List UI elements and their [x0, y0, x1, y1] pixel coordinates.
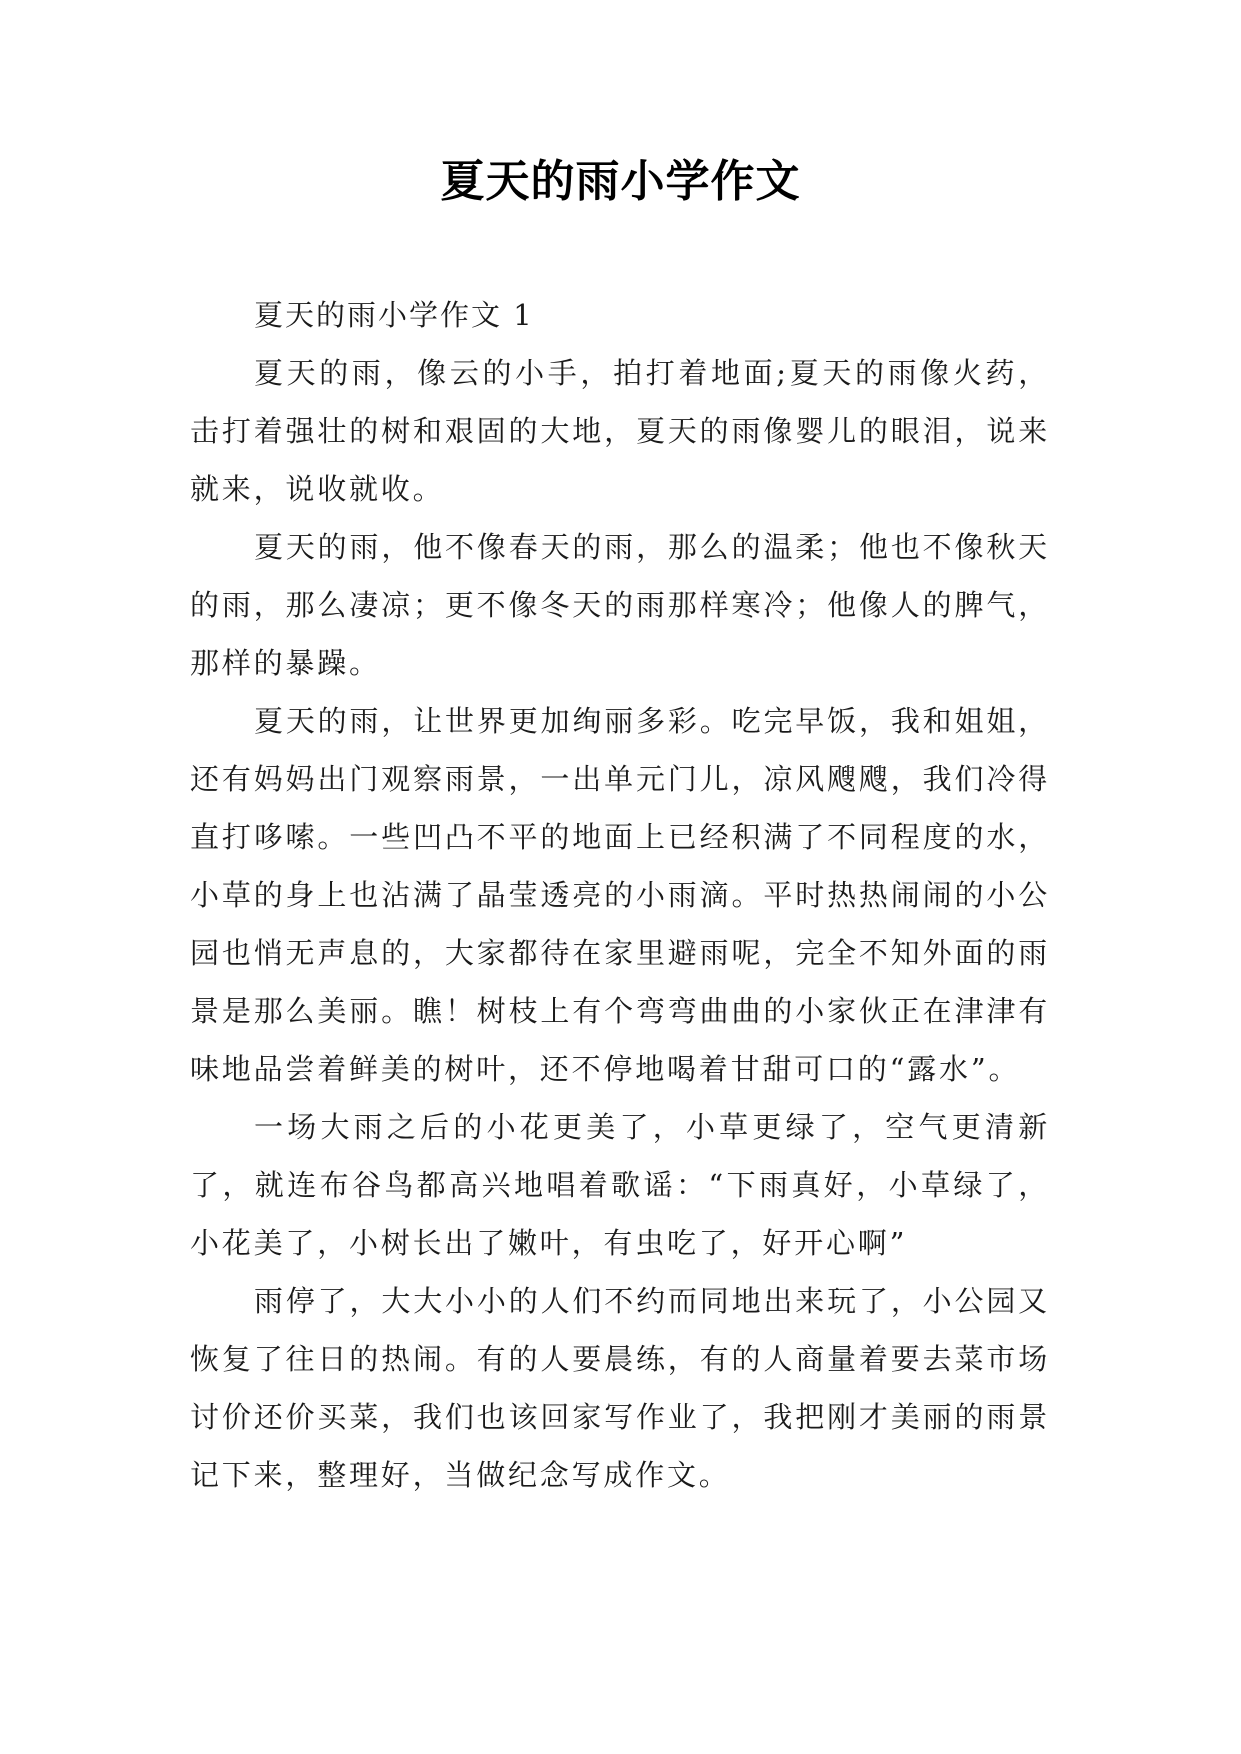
paragraph-3: 夏天的雨，让世界更加绚丽多彩。吃完早饭，我和姐姐，还有妈妈出门观察雨景，一出单元门儿，凉风飕飕，我们冷得直打哆嗦。一些凹凸不平的地面上已经积满了不同程度的水，小草的身上也沾满了晶莹透亮的小雨滴。平时热热闹闹的小公园也悄无声息的，大家都待在家里避雨呢，完全不知外面的雨景是那么美丽。瞧！树枝上有个弯弯曲曲的小家伙正在津津有味地品尝着鲜美的树叶，还不停地喝着甘甜可口的“露水”。: [190, 704, 1050, 1086]
paragraph-2: 夏天的雨，他不像春天的雨，那么的温柔；他也不像秋天的雨，那么凄凉；更不像冬天的雨那样寒冷；他像人的脾气，那样的暴躁。: [190, 530, 1050, 680]
paragraph-4: 一场大雨之后的小花更美了，小草更绿了，空气更清新了，就连布谷鸟都高兴地唱着歌谣：“下雨真好，小草绿了，小花美了，小树长出了嫩叶，有虫吃了，好开心啊”: [190, 1110, 1050, 1260]
paragraph-5: 雨停了，大大小小的人们不约而同地出来玩了，小公园又恢复了往日的热闹。有的人要晨练，有的人商量着要去菜市场讨价还价买菜，我们也该回家写作业了，我把刚才美丽的雨景记下来，整理好，当做纪念写成作文。: [190, 1284, 1050, 1492]
document-body: [190, 286, 1050, 1504]
document-title: 夏天的雨小学作文: [440, 156, 801, 207]
paragraph-1: 夏天的雨，像云的小手，拍打着地面;夏天的雨像火药，击打着强壮的树和艰固的大地，夏天的雨像婴儿的眼泪，说来就来，说收就收。: [190, 356, 1050, 506]
section-heading: 夏天的雨小学作文 1: [254, 298, 534, 332]
